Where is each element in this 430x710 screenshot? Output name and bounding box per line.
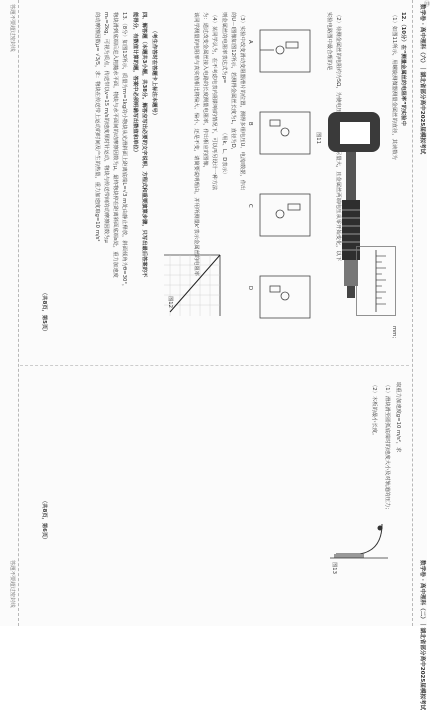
q13-line-d: 的动摩擦因数μ= √3/5，求：物块在传送带上运动的时间及产生的热量，重力加速度取g=10 m/s² (94, 12, 100, 242)
footer-page6: （共8页，第6页） (41, 498, 47, 543)
column-divider (20, 365, 409, 366)
micrometer-scale (356, 246, 396, 316)
header-top: 数学卷 · 高中理科（六）｜湖北省部分高中2025届模拟考试 (419, 4, 425, 155)
q13-line-c: m₀=2kg，可视为质点，传送带以v=15 m/s的速度顺时针运动，物块与传送带间的动摩擦因数为μ (103, 12, 109, 243)
q12-part4a: （4）某同学认为，在不考虑电表内阻影响的情况下，可以再另设计一种方法 (211, 12, 217, 191)
track-figure (330, 520, 390, 582)
fig13-caption: 图13 (331, 562, 337, 575)
q12-part1-unit: mm； (391, 326, 397, 342)
seal-separator-left (18, 0, 19, 626)
q13-intro2: 能得分，有数值计算的题，答案中必须明确写出数值和单位） (132, 12, 138, 156)
q12-part2b: 实验电路图中最合理的是 (326, 12, 332, 71)
circuit-options (250, 20, 320, 340)
page-mark: ⑬ (424, 1, 430, 8)
q12-part1: （1）如图11所示，用螺旋测微器测量金属丝的直径，其读数为 (391, 12, 397, 160)
ui-graph-figure (160, 250, 230, 320)
q12-part3a: （3）实验中改变滑动变阻器滑片的位置，测得多组电压U、电流I数据，作出 (239, 12, 245, 191)
q12-heading: 12.（10分）在“测量金属丝的电阻率”的实验中 (400, 12, 406, 126)
seal-line-top: 答题不要超过密封线 (9, 4, 15, 52)
fig12-caption: 图12 (167, 296, 173, 309)
q12-part3b: 的U－I图像如图12所示，若测得金属丝长度为L，直径为D， (230, 12, 236, 154)
footer-page5: （共8页，第5页） (41, 290, 47, 335)
fig11-caption: 图11 (315, 132, 321, 145)
col2-line3: （2）木板的最小长度。 (371, 382, 377, 439)
q13-intro: 四、解答题（本题共3小题，共38分。解答应写出必要的文字说明、方程式和重要演算步骤，只写出最后答案的不 (141, 12, 147, 278)
q12-part4c: 该同学测量的电阻率与真实值相比将偏大、偏小、还是不变，请简要说明理由，并用所测量k'表示金属丝的电阻率 (193, 12, 199, 277)
option-c-label: C (247, 204, 253, 208)
seal-separator-right (412, 0, 413, 626)
q13-title: （考生作答时在答题卡上标注本题号） (151, 28, 157, 119)
col2-line1: 取重力加速度g=10 m/s²，求 (395, 382, 401, 453)
q12-part3d: （用k、L、D表示） (221, 130, 227, 178)
option-b-label: B (247, 122, 253, 126)
q13-line-b: 物块滑到底端后进入粗糙水平面，物块与水平面间的动摩擦因数为μ，最终物块停在距离斜面底端s处，重力加速度 (112, 12, 118, 278)
col2-line2: （1）滑块滑至圆弧底端时的速度大小及对轨道的压力； (384, 382, 390, 513)
seal-line-bottom: 答题不要超过密封线 (9, 560, 15, 608)
header-bottom: 数学卷 · 高中理科（二）｜湖北省部分高中2025届模拟考试 (419, 560, 425, 710)
option-d-label: D (247, 286, 253, 291)
q12-part3c: 则金属丝的电阻率表达式为ρ= (221, 12, 227, 84)
option-a-label: A (247, 40, 253, 44)
q12-part4b: 为：通过改变金属丝接入电路的长度测量电阻率，作出相应的图像， (202, 12, 208, 171)
q13-line-a: 13.（8分）如图13所示，质量为m=1kg的小物块从光滑斜面上距离底端L=√3 m处由静止释放，斜面倾角为θ=30°， (121, 12, 127, 290)
